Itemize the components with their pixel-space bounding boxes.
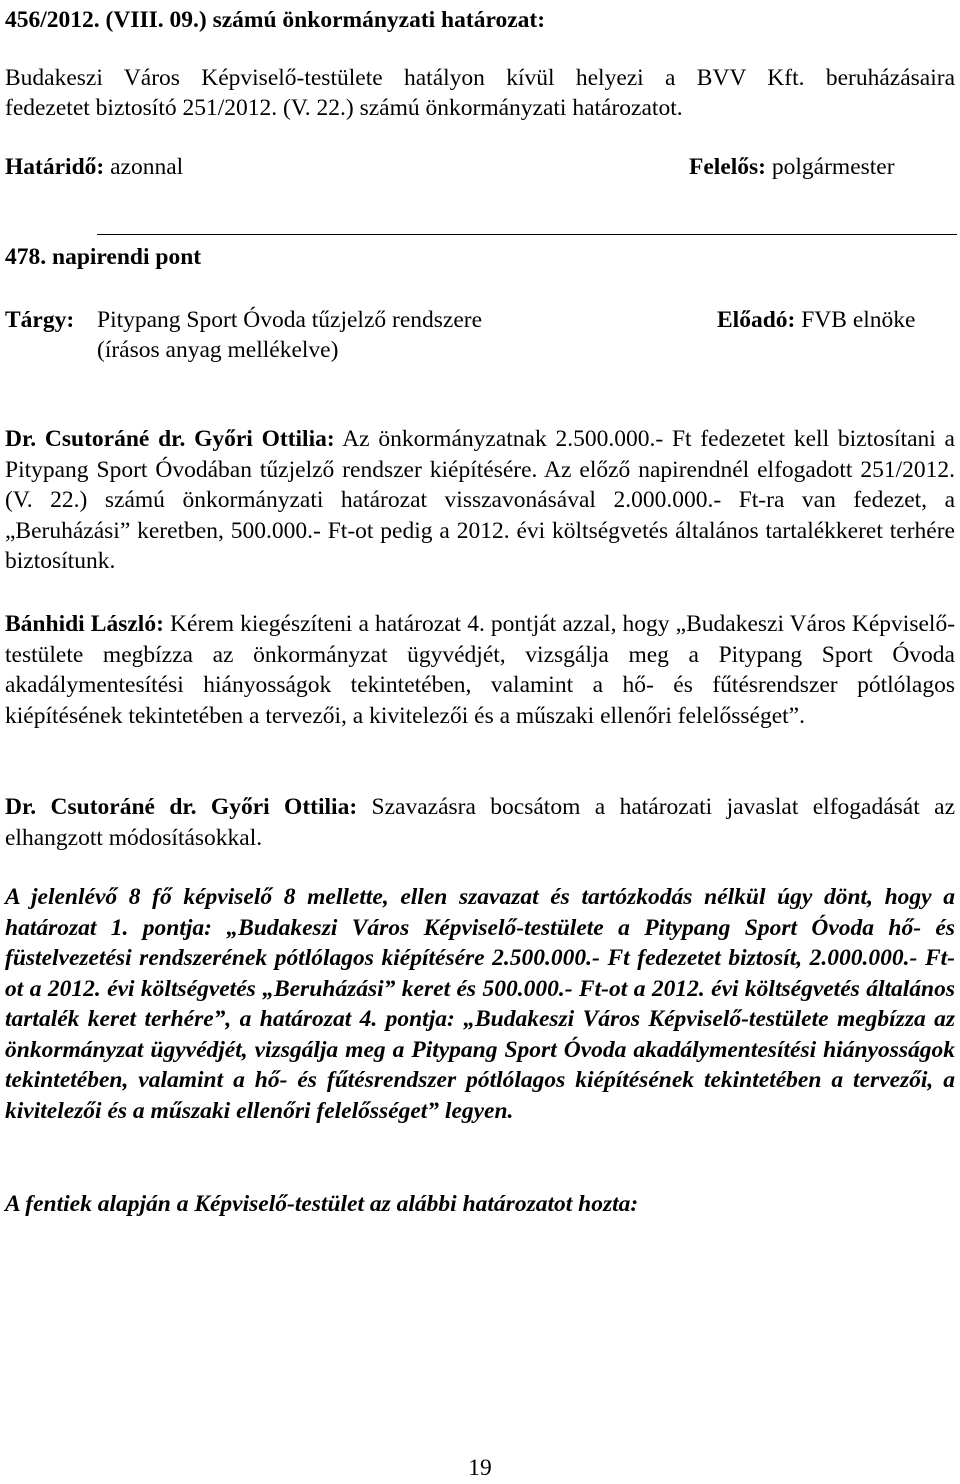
- agenda-number: 478. napirendi pont: [5, 244, 202, 270]
- paragraph-text: Kérem kiegészíteni a határozat 4. pontját azzal, hogy „Budakeszi Város Képviselő-testülete megbízza az önkormányzat ügyvédjét, vizsgálja meg a Pitypang Sport Óvoda akadálymentesítési hiányosságok tekintetében, valamint a hő- és fűtésrendszer pótlólagos kiépítésének tekintetében a tervezői, a kivitelezői és a műszaki ellenőri felelősséget”.: [5, 611, 956, 729]
- deadline: [5, 152, 183, 183]
- page-number: 19: [468, 1455, 492, 1481]
- subject-label: Tárgy:: [5, 307, 75, 333]
- paragraph-2: [5, 609, 955, 731]
- resolution-text-line2: fedezetet biztosító 251/2012. (V. 22.) számú önkormányzati határozatot.: [5, 95, 683, 121]
- responsible: [689, 152, 895, 183]
- presenter-value: FVB elnöke: [801, 307, 916, 333]
- resolution-text-line1: Budakeszi Város Képviselő-testülete hatályon kívül helyezi a BVV Kft. beruházásaira: [5, 65, 955, 91]
- paragraph-1: [5, 424, 955, 577]
- subject-line1: Pitypang Sport Óvoda tűzjelző rendszere: [97, 307, 483, 333]
- paragraph-text: Az önkormányzatnak 2.500.000.- Ft fedezetet kell biztosítani a Pitypang Sport Óvodában tűzjelző rendszer kiépítésére. Az előző napirendnél elfogadott 251/2012. (V. 22.) számú önkormányzati határozat visszavonásával 2.000.000.- Ft-ra van fedezet, a „Beruházási” keretben, 500.000.- Ft-ot pedig a 2012. évi költségvetés általános tartalékkeret terhére biztosítunk.: [5, 426, 955, 574]
- separator-line: [97, 234, 957, 235]
- responsible-value: polgármester: [771, 154, 895, 180]
- subject-line2: (írásos anyag mellékelve): [97, 337, 339, 363]
- decision-paragraph: A jelenlévő 8 fő képviselő 8 mellette, ellen szavazat és tartózkodás nélkül úgy dönt, hogy a határozat 1. pontja: „Budakeszi Város Képviselő-testülete a Pitypang Sport Óvoda hő- és füstelvezetési rendszerének pótlólagos kiépítésére 2.500.000.- Ft fedezetet biztosít, 2.000.000.- Ft-ot a 2012. évi költségvetés „Beruházási” keret és 500.000.- Ft-ot a 2012. évi költségvetés általános tartalék keret terhére”, a határozat 4. pontja: „Budakeszi Város Képviselő-testülete megbízza az önkormányzat ügyvédjét, vizsgálja meg a Pitypang Sport Óvoda akadálymentesítési hiányosságok tekintetében, valamint a hő- és fűtésrendszer pótlólagos kiépítésének tekintetében a tervezői, a kivitelezői és a műszaki ellenőri felelősséget” legyen.: [5, 884, 955, 1124]
- responsible-label: Felelős:: [689, 154, 766, 180]
- speaker-name: Bánhidi László:: [5, 611, 164, 637]
- closing-line: A fentiek alapján a Képviselő-testület az alábbi határozatot hozta:: [5, 1191, 639, 1217]
- paragraph-text: Szavazásra bocsátom a határozati javaslat elfogadását az elhangzott módosításokkal.: [5, 794, 955, 851]
- deadline-value: azonnal: [110, 154, 184, 180]
- speaker-name: Dr. Csutoráné dr. Győri Ottilia:: [5, 426, 335, 452]
- speaker-name: Dr. Csutoráné dr. Győri Ottilia:: [5, 794, 358, 820]
- presenter: [717, 305, 915, 336]
- presenter-label: Előadó:: [717, 307, 796, 333]
- paragraph-3: [5, 792, 955, 853]
- resolution-title: 456/2012. (VIII. 09.) számú önkormányzati határozat:: [5, 7, 546, 33]
- deadline-label: Határidő:: [5, 154, 105, 180]
